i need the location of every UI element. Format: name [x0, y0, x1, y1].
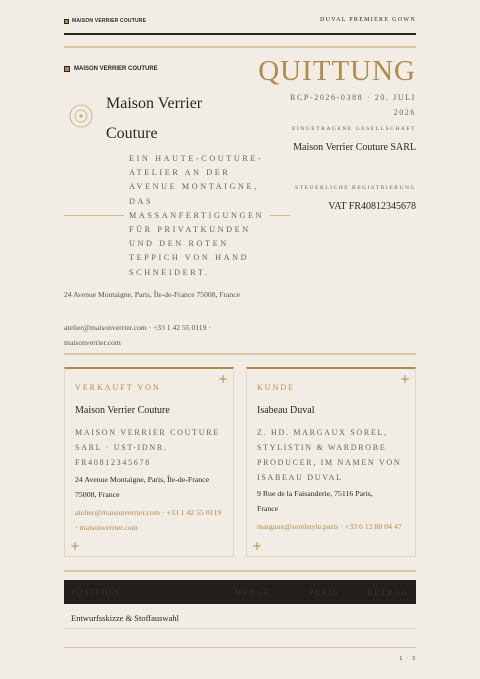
tagline-rule-left [64, 215, 124, 216]
buyer-detail: Z. HD. MARGAUX SOREL, STYLISTIN & WARDROBE PRODUCER, IM NAMEN VON ISABEAU DUVAL [257, 428, 402, 482]
brand-monogram-icon [69, 104, 93, 128]
running-header-document: DUVAL PREMIERE GOWN [319, 17, 416, 23]
section-divider [64, 570, 416, 572]
brand-small-label [64, 66, 158, 72]
footer-rule [64, 647, 416, 648]
legal-entity-label: EINGETRAGENE GESELLSCHAFT [291, 126, 416, 132]
tagline-rule-right [270, 215, 290, 216]
seller-name: Maison Verrier Couture [75, 405, 170, 416]
plus-icon: + [399, 372, 410, 386]
buyer-contact: margaux@sorelstyle.paris · +33 6 12 88 04 47 [257, 522, 402, 531]
total-pages: 3 [412, 656, 416, 662]
seller-contact: atelier@maisonverrier.com · +33 1 42 55 0119 · maisonverrier.com [75, 508, 222, 532]
tax-registration-value: VAT FR40812345678 [328, 201, 416, 212]
row-description: Entwurfsskizze & Stoffauswahl [71, 613, 179, 623]
running-header-brand [64, 18, 146, 24]
column-header-price: PREIS [309, 588, 339, 597]
company-name: Maison Verrier Couture [106, 95, 203, 142]
plus-icon: + [217, 372, 228, 386]
running-header-brand-text: MAISON VERRIER COUTURE [72, 18, 147, 24]
seller-address: 24 Avenue Montaigne, Paris, Île-de-France 75008, France [75, 475, 210, 499]
plus-icon: + [70, 539, 81, 553]
brand-square-icon [64, 66, 70, 72]
header-divider [64, 46, 416, 48]
table-row [64, 608, 416, 629]
column-header-position: POSITION [71, 588, 121, 597]
company-tagline: EIN HAUTE-COUTURE-ATELIER AN DER AVENUE MONTAIGNE, DAS MASSANFERTIGUNGEN FÜR PRIVATKUNDEN UND DEN ROTEN TEPPICH VON HAND SCHNEIDERT. [129, 154, 265, 277]
tax-registration-label: STEUERLICHE REGISTRIERUNG [295, 185, 416, 191]
buyer-name: Isabeau Duval [257, 405, 315, 416]
plus-icon: + [252, 539, 263, 553]
section-divider [64, 353, 416, 355]
page-number: 1 / 3 [399, 656, 416, 662]
brand-square-icon [64, 19, 69, 24]
seller-card [64, 367, 234, 557]
column-header-amount: BETRAG [367, 588, 409, 597]
brand-small-label-text: MAISON VERRIER COUTURE [74, 66, 158, 72]
legal-entity-value: Maison Verrier Couture SARL [293, 142, 416, 153]
column-header-quantity: MENGE [234, 588, 271, 597]
table-header [64, 580, 416, 604]
buyer-label: KUNDE [257, 383, 295, 392]
seller-detail: MAISON VERRIER COUTURE SARL · UST-IDNR. FR40812345678 [75, 428, 220, 467]
company-contact: atelier@maisonverrier.com · +33 1 42 55 0119 · maisonverrier.com [64, 323, 211, 347]
seller-label: VERKAUFT VON [75, 383, 161, 392]
buyer-card [246, 367, 416, 557]
buyer-address: 9 Rue de la Faisanderie, 75116 Paris, France [257, 489, 373, 513]
document-number: RCP-2026-0388 · 20. JULI 2026 [290, 93, 416, 117]
company-address: 24 Avenue Montaigne, Paris, Île-de-France 75008, France [64, 290, 240, 299]
document-title: QUITTUNG [258, 55, 416, 87]
header-rule [64, 33, 416, 35]
current-page: 1 [399, 656, 404, 662]
